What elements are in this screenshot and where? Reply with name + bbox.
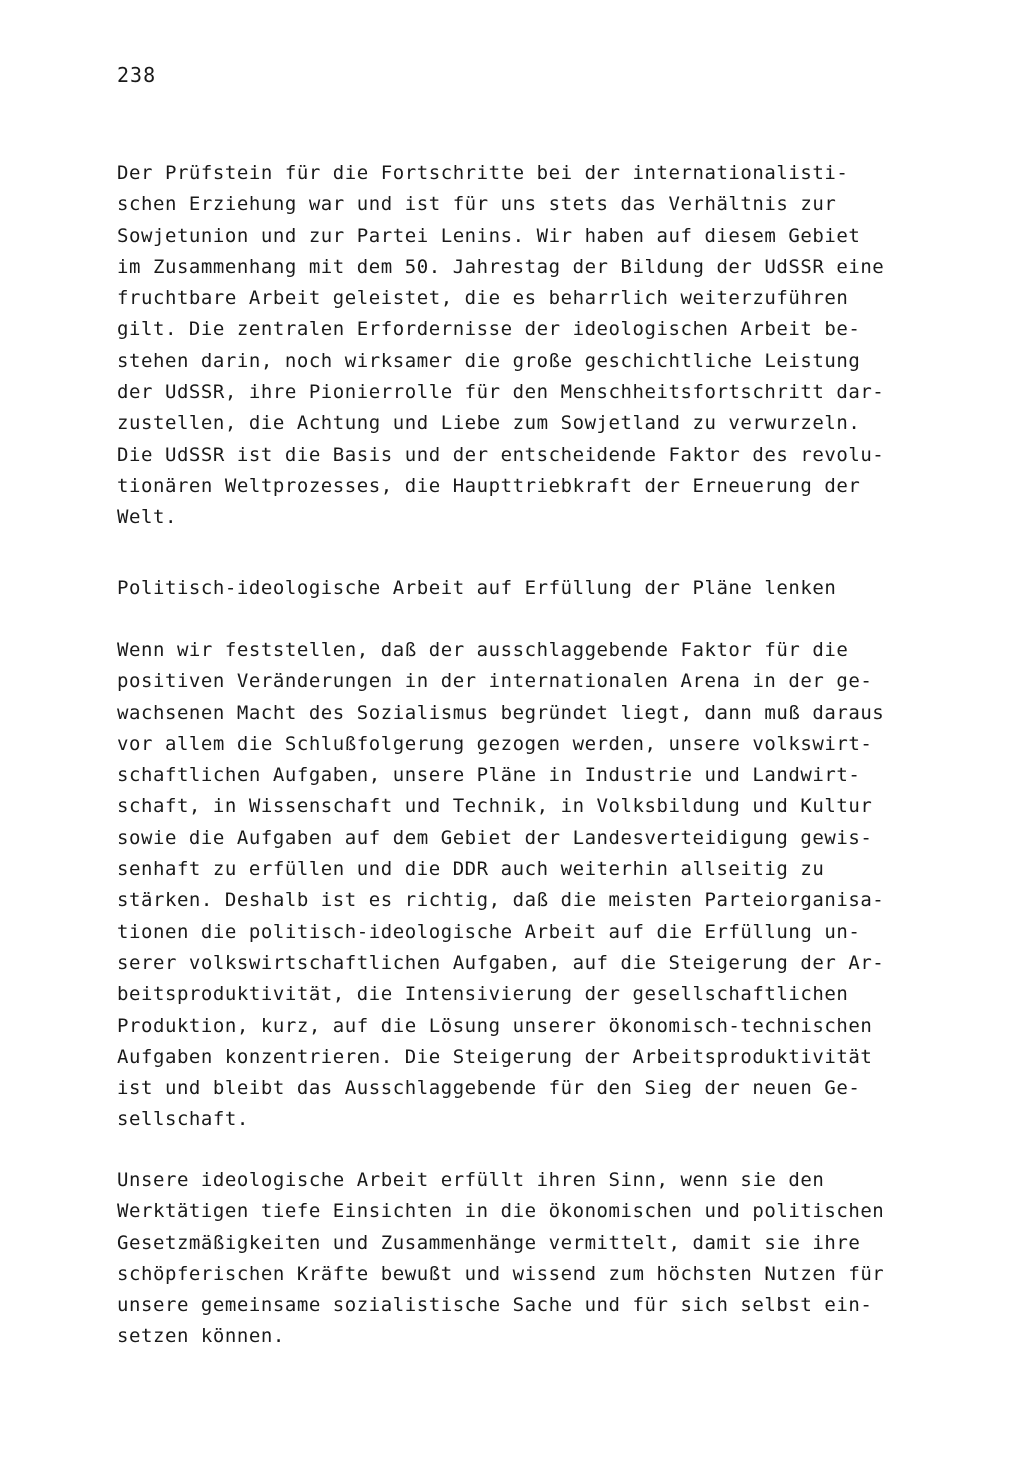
text-line: Unsere ideologische Arbeit erfüllt ihren Sinn, wenn sie den: [117, 1169, 825, 1191]
text-line: sellschaft.: [117, 1108, 249, 1131]
text-line: tionen die politisch-ideologische Arbeit auf die Erfüllung un-: [117, 920, 861, 943]
text-line: sowie die Aufgaben auf dem Gebiet der Landesverteidigung gewis-: [117, 826, 873, 849]
paragraph-plan-fulfillment: [117, 635, 917, 1136]
text-line: setzen können.: [117, 1325, 285, 1348]
text-line: vor allem die Schlußfolgerung gezogen werden, unsere volkswirt-: [117, 732, 873, 755]
text-line: schöpferischen Kräfte bewußt und wissend zum höchsten Nutzen für: [117, 1262, 885, 1285]
paragraph-internationalist-education: [117, 158, 917, 534]
text-line: Aufgaben konzentrieren. Die Steigerung der Arbeitsproduktivität: [117, 1045, 873, 1068]
text-line: positiven Veränderungen in der internationalen Arena in der ge-: [117, 670, 873, 693]
text-line: beitsproduktivität, die Intensivierung der gesellschaftlichen: [117, 983, 849, 1006]
text-line: senhaft zu erfüllen und die DDR auch weiterhin allseitig zu: [117, 858, 825, 881]
text-line: schaftlichen Aufgaben, unsere Pläne in Industrie und Landwirt-: [117, 764, 861, 787]
text-line: Die UdSSR ist die Basis und der entscheidende Faktor des revolu-: [117, 443, 885, 466]
section-heading-text: Politisch-ideologische Arbeit auf Erfüllung der Pläne lenken: [117, 577, 837, 599]
text-line: Sowjetunion und zur Partei Lenins. Wir haben auf diesem Gebiet: [117, 224, 861, 247]
text-line: Produktion, kurz, auf die Lösung unserer ökonomisch-technischen: [117, 1014, 873, 1037]
text-line: wachsenen Macht des Sozialismus begründet liegt, dann muß daraus: [117, 701, 885, 724]
text-line: serer volkswirtschaftlichen Aufgaben, auf die Steigerung der Ar-: [117, 951, 885, 974]
text-line: Der Prüfstein für die Fortschritte bei der internationalisti-: [117, 162, 849, 184]
page-number: 238: [117, 63, 157, 87]
text-line: der UdSSR, ihre Pionierrolle für den Menschheitsfortschritt dar-: [117, 381, 885, 404]
text-line: Werktätigen tiefe Einsichten in die ökonomischen und politischen: [117, 1200, 885, 1223]
text-line: gilt. Die zentralen Erfordernisse der ideologischen Arbeit be-: [117, 318, 861, 341]
text-line: Welt.: [117, 506, 177, 529]
text-line: Wenn wir feststellen, daß der ausschlaggebende Faktor für die: [117, 639, 849, 661]
paragraph-ideological-work: [117, 1165, 917, 1353]
text-line: ist und bleibt das Ausschlaggebende für den Sieg der neuen Ge-: [117, 1077, 861, 1100]
text-line: tionären Weltprozesses, die Haupttriebkraft der Erneuerung der: [117, 474, 861, 497]
text-line: stehen darin, noch wirksamer die große geschichtliche Leistung: [117, 349, 861, 372]
text-line: fruchtbare Arbeit geleistet, die es beharrlich weiterzuführen: [117, 287, 849, 310]
text-line: schaft, in Wissenschaft und Technik, in Volksbildung und Kultur: [117, 795, 873, 818]
text-line: Gesetzmäßigkeiten und Zusammenhänge vermittelt, damit sie ihre: [117, 1231, 861, 1254]
text-line: stärken. Deshalb ist es richtig, daß die meisten Parteiorganisa-: [117, 889, 885, 912]
text-line: zustellen, die Achtung und Liebe zum Sowjetland zu verwurzeln.: [117, 412, 861, 435]
text-line: unsere gemeinsame sozialistische Sache und für sich selbst ein-: [117, 1294, 873, 1317]
text-line: im Zusammenhang mit dem 50. Jahrestag der Bildung der UdSSR eine: [117, 255, 885, 278]
text-line: schen Erziehung war und ist für uns stets das Verhältnis zur: [117, 193, 837, 216]
section-heading: [117, 573, 917, 604]
